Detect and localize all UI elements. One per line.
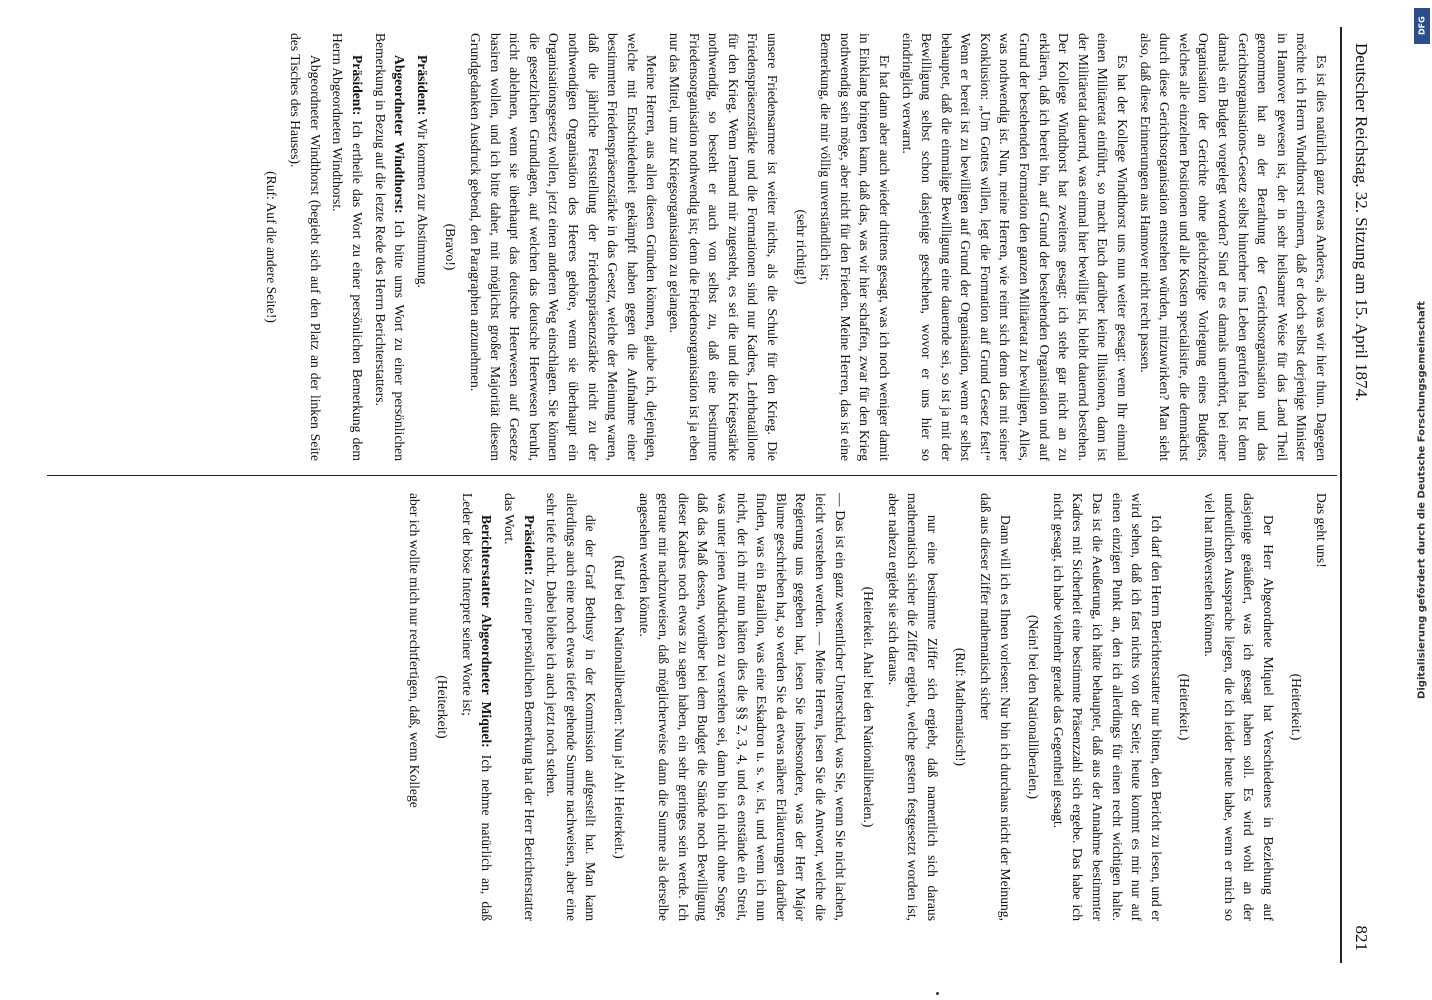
- right-column: [401, 493, 1331, 921]
- paragraph: Das geht uns!: [1314, 493, 1329, 568]
- interjection: (Bravo!): [443, 223, 459, 271]
- speech-president: [412, 33, 432, 461]
- paragraph: Der Herr Abgeordnete Miquel hat Verschiedenes in Beziehung auf dasjenige geäußert, was ich gesagt haben soll. Es wird wohl an der undeutlichen Aussprache liegen, die ich leider heute habe, wenn er mich so viel hat mißverstehen können.: [1202, 493, 1276, 921]
- paragraph: nur eine bestimmte Ziffer sich ergiebt, daß namentlich sich daraus mathematisch sicher die Ziffer ergiebt, welche gestern festgesetzt worden ist, aber nahezu ergiebt sie sich daraus.: [885, 493, 940, 921]
- header-rule: [1340, 27, 1342, 963]
- column-divider: [47, 475, 1337, 476]
- paragraph: Es ist dies natürlich ganz etwas Anderes, als was wir hier thun. Dagegen möchte ich Herrn Windthorst erinnern, daß er doch selbst derjenige Minister in Hannover gewesen ist, der in sehr heilsamer Weise für das Land Theil genommen hat an der Berathung der Gerichtsorganisation und das Gerichtsorganisations-Gesetz selbst hinterher ins Leben gerufen hat. Ist denn damals ein Budget vorgelegt worden? Sind er es damals unerhört, bei einer Organisation der Gerichte ohne gleichzeitige Vorlegung eines Budgets, welches alle einzelnen Positionen und alle Kosten specialisirte, die demnächst durch diese Gerichtsorganisation entstehen würden, mitzuwirken? Man sieht also, daß diese Erinnerungen aus Hannover nicht recht passen.: [1137, 33, 1329, 461]
- speaker-label: Abgeordneter Windthorst:: [392, 55, 408, 214]
- interjection: (Heiterkeit): [435, 675, 451, 739]
- digitization-credit: Digitalisierung gefördert durch die Deutsche Forschungsgemeinschaft: [1416, 301, 1428, 699]
- speech-text: Wir kommen zur Abstimmung.: [414, 118, 430, 288]
- page-header: [1343, 43, 1371, 951]
- paragraph: unsere Friedensarmee ist weiter nichts, als die Schule für den Krieg. Die Friedenspräsenzstärke und die Formationen sind nur Kadres, Lehrbataillone für den Krieg. Wenn Jemand mir zugesteht, es sei die und die Kriegsstärke nothwendig, so besteht er auch von selbst zu, daß eine bestimmte Friedensorganisation nothwendig ist; denn die Friedensorganisation ist ja eben nur das Mittel, um zur Kriegsorganisation zu gelangen.: [667, 33, 780, 461]
- interjection: (sehr richtig!): [793, 209, 809, 285]
- left-column: [252, 33, 1331, 461]
- speech-text: Zu einer persönlichen Bemerkung hat der Herr Berichterstatter das Wort.: [502, 493, 537, 922]
- scan-speck: [936, 992, 939, 995]
- speech-text: Ich nehme natürlich an, daß Leder der böse Interpret seiner Worte ist;: [459, 493, 495, 922]
- speech-text: Ich ertheile das Wort zu einer persönlichen Bemerkung dem Herrn Abgeordneten Windthorst.: [330, 33, 366, 462]
- interjection: (Heiterkeit.): [1289, 673, 1305, 741]
- dfg-logo: DFG: [1414, 8, 1430, 44]
- page-number: 821: [1352, 925, 1371, 951]
- running-head: Deutscher Reichstag. 32. Sitzung am 15. April 1874.: [1352, 43, 1371, 402]
- speech-miquel: [457, 493, 496, 921]
- speech-president: [328, 33, 367, 461]
- interjection: (Nein! bei den Nationalliberalen.): [1026, 614, 1042, 800]
- scanned-page: [35, 15, 1375, 975]
- paragraph: die der Graf Bethusy in der Kommission aufgestellt hat. Man kann allerdings auch eine noch etwas tiefer gehende Summe nachweisen, aber eine sehr tiefe nicht. Dabei bleibe ich auch jetzt noch stehen.: [544, 493, 599, 921]
- interjection: (Ruf bei den Nationalliberalen: Nun ja! Ah! Heiterkeit.): [612, 555, 627, 859]
- speaker-label: Präsident:: [414, 55, 430, 116]
- paragraph: Dann will ich es Ihnen vorlesen: Nur bin ich durchaus nicht der Meinung, daß aus dieser Ziffer mathematisch sicher: [978, 493, 1013, 921]
- speech-windthorst: [370, 33, 409, 461]
- paragraph: Es hat der Kollege Windthorst uns nun weiter gesagt: wenn Ihr einmal einen Militäretat einführt, so macht Euch darüber keine Illusionen, dann ist der Militäretat dauernd, was einmal hier bewilligt ist, bleibt dauernd bestehen. Der Kollege Windthorst hat zweitens gesagt: ich stehe gar nicht an zu erklären, daß ich bereit bin, auf Grund der bestehenden Organisation und auf Grund der bestehenden Formation den ganzen Militäretat zu bewilligen, Alles, was nothwendig ist. Nun, meine Herren, wie reimt sich denn das mit seiner Konklusion: „Um Gottes willen, legt die Formation auf Grund Gesetz fest!“ Wenn er bereit ist zu bewilligen auf Grund der Organisation, wenn er selbst behauptet, daß die einmalige Bewilligung eine dauernde sei, so ist ja mit der Bewilligung selbst schon dasjenige geschehen, wovor er uns hier so eindringlich verwarnt.: [899, 33, 1131, 461]
- speech-president: [499, 493, 538, 921]
- speech-text: Ich bitte ums Wort zu einer persönlichen Bemerkung in Bezug auf die letzte Rede des Herrn Berichterstatters.: [372, 33, 408, 461]
- paragraph: Er hat dann aber auch wieder drittens gesagt, was ich noch weniger damit in Einklang bringen kann, daß das, was wir hier schaffen, zwar für den Krieg nothwendig sein möge, aber nicht für den Frieden. Meine Herren, das ist eine Bemerkung, die mir völlig unverständlich ist;: [818, 33, 892, 461]
- paragraph: Ich darf den Herrn Berichterstatter nur bitten, den Bericht zu lesen, und er wird sehen, daß ich fast nichts von der Seite; heute kommt es mir nur auf einen einzigen Punkt an, den ich allerdings für einen recht wichtigen halte. Das ist die Aeußerung, ich hätte behauptet, daß aus der Annahme bestimmter Kadres mit Sicherheit eine bestimmte Präsenzzahl sich ergebe. Das habe ich nicht gesagt, ich habe vielmehr gerade das Gegentheil gesagt.: [1050, 493, 1164, 921]
- speaker-label: Präsident:: [350, 55, 366, 116]
- speaker-label: Präsident:: [521, 515, 537, 576]
- interjection: (Ruf: Auf die andere Seite!): [263, 171, 279, 323]
- stage-direction: Abgeordneter Windthorst (begiebt sich auf den Platz an der linken Seite des Tisches des Hauses).: [288, 33, 323, 461]
- paragraph: Meine Herren, aus allen diesen Gründen können, glaube ich, diejenigen, welche mit Entschiedenheit gekämpft haben gegen die Aufnahme einer bestimmten Friedenspräsenzstärke in das Gesetz, welche der Meinung waren, daß die jährliche Feststellung der Friedenspräsenzstärke nicht zu der nothwendigen Organisation des Heeres gehöre, wenn sie überhaupt ein Organisationsgesetz wollen, jetzt einen anderen Weg einschlagen. Sie können die gesetzlichen Grundlagen, auf welchen das deutsche Heerwesen beruht, nicht ablehnen, wenn sie überhaupt das deutsche Heerwesen auf Gesetze basiren wollen, und ich bitte daher, mit möglichst großer Majorität diesem Grundgedanken Ausdruck gebend, den Paragraphen anzunehmen.: [468, 33, 660, 461]
- paragraph: — Das ist ein ganz wesentlicher Unterschied, was Sie, wenn Sie nicht lachen, leicht verstehen werden. — Meine Herren, lesen Sie die Antwort, welche die Regierung uns gegeben hat, lesen Sie insbesondere, was der Herr Major Blume geschrieben hat, so werden Sie da etwas nähere Erläuterungen darüber finden, was ein Bataillon, was eine Eskadron u. s. w. ist, und wenn ich nun nicht, der ich mir nun hätten dies die §§ 2, 3, 4, und es entstände ein Streit, was unter jenen Ausdrücken zu verstehen sei, dann bin ich nicht ohne Sorge, daß das Maß dessen, worüber bei dem Budget die Stände noch Bewilligung dieser Kadres noch etwas zu sagen haben, ein sehr geringes sein werde. Ich getraue mir nachzuweisen, daß möglicherweise dann die Summe als derselbe angesehen werden könnte.: [636, 493, 848, 921]
- interjection: (Heiterkeit.): [1177, 673, 1193, 741]
- paragraph: aber ich wollte mich nur rechtfertigen, daß, wenn Kollege: [406, 493, 422, 808]
- speaker-label: Berichterstatter Abgeordneter Miquel:: [479, 515, 495, 748]
- interjection: (Ruf: Mathematisch!): [953, 647, 969, 767]
- interjection: (Heiterkeit. Aha! bei den Nationalliberalen.): [861, 586, 877, 828]
